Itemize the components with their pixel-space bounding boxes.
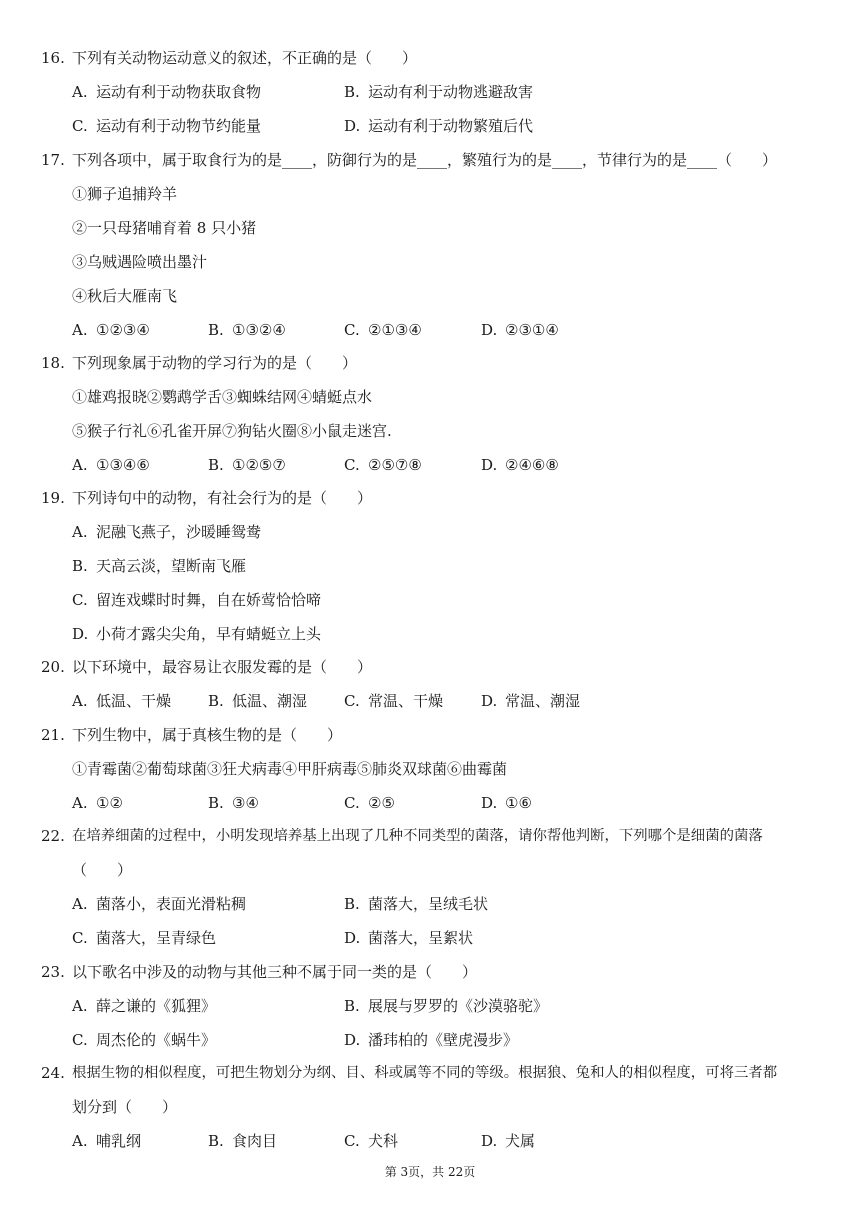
question-text: 下列有关动物运动意义的叙述，不正确的是（ ） (72, 49, 418, 67)
option-a: A. 哺乳纲 (72, 1132, 142, 1150)
option-c: C. 犬科 (344, 1132, 399, 1150)
option-d: D. ②④⑥⑧ (481, 456, 559, 474)
question-number: 22. (41, 827, 65, 845)
page-footer: 第 3页，共 22页 (384, 1165, 476, 1179)
question-item: ①青霉菌②葡萄球菌③狂犬病毒④甲肝病毒⑤肺炎双球菌⑥曲霉菌 (72, 760, 508, 778)
question-text: 以下环境中，最容易让衣服发霉的是（ ） (72, 658, 373, 676)
option-c: C. 菌落大，呈青绿色 (72, 929, 217, 947)
option-b: B. ③④ (208, 794, 259, 812)
option-b: B. 食肉目 (208, 1132, 278, 1150)
option-d: D. 常温、潮湿 (481, 692, 581, 710)
question-text: 下列诗句中的动物，有社会行为的是（ ） (72, 489, 373, 507)
option-b: B. 运动有利于动物逃避敌害 (344, 83, 534, 101)
option-d: D. ②③①④ (481, 321, 559, 339)
option-c: C. ②⑤⑦⑧ (344, 456, 422, 474)
option-c: C. ②⑤ (344, 794, 395, 812)
question-item: ①狮子追捕羚羊 (72, 185, 178, 203)
question-item: ③乌贼遇险喷出墨汁 (72, 253, 208, 271)
question-number: 16. (41, 49, 65, 67)
option-a: A. 低温、干燥 (72, 692, 172, 710)
option-c: C. 周杰伦的《蜗牛》 (72, 1031, 217, 1049)
option-d: D. 菌落大，呈絮状 (344, 929, 474, 947)
option-d: D. 潘玮柏的《壁虎漫步》 (344, 1031, 519, 1049)
question-number: 23. (41, 963, 65, 981)
option-c: C. 留连戏蝶时时舞，自在娇莺恰恰啼 (72, 591, 322, 609)
question-number: 24. (41, 1064, 65, 1082)
option-c: C. 常温、干燥 (344, 692, 444, 710)
option-b: B. ①③②④ (208, 321, 286, 339)
question-text: 根据生物的相似程度，可把生物划分为纲、目、科或属等不同的等级。根据狼、兔和人的相似程度，可将三者都 (72, 1065, 778, 1081)
option-b: B. ①②⑤⑦ (208, 456, 286, 474)
question-number: 21. (41, 726, 65, 744)
option-a: A. 菌落小，表面光滑粘稠 (72, 895, 247, 913)
option-a: A. 泥融飞燕子，沙暖睡鸳鸯 (72, 523, 262, 541)
option-b: B. 低温、潮湿 (208, 692, 308, 710)
option-d: D. 犬属 (481, 1132, 536, 1150)
question-number: 19. (41, 489, 65, 507)
option-b: B. 菌落大，呈绒毛状 (344, 895, 489, 913)
question-text: 在培养细菌的过程中，小明发现培养基上出现了几种不同类型的菌落，请你帮他判断，下列哪个是细菌的菌落 (72, 828, 763, 844)
question-text: 以下歌名中涉及的动物与其他三种不属于同一类的是（ ） (72, 963, 478, 981)
question-number: 17. (41, 151, 65, 169)
question-item: ④秋后大雁南飞 (72, 287, 178, 305)
question-item: ②一只母猪哺育着 8 只小猪 (72, 219, 257, 237)
question-text: 下列现象属于动物的学习行为的是（ ） (72, 354, 358, 372)
question-number: 20. (41, 658, 65, 676)
question-text-continued: 划分到（ ） (72, 1098, 178, 1116)
option-d: D. 运动有利于动物繁殖后代 (344, 117, 534, 135)
question-text: 下列生物中，属于真核生物的是（ ） (72, 726, 343, 744)
question-text: 下列各项中，属于取食行为的是____，防御行为的是____，繁殖行为的是____，节律行为的是____（ ） (72, 151, 778, 169)
question-number: 18. (41, 354, 65, 372)
option-a: A. 薛之谦的《狐狸》 (72, 997, 217, 1015)
option-b: B. 展展与罗罗的《沙漠骆驼》 (344, 997, 549, 1015)
question-item: ①雄鸡报晓②鹦鹉学舌③蜘蛛结网④蜻蜓点水 (72, 388, 373, 406)
option-b: B. 天高云淡，望断南飞雁 (72, 557, 247, 575)
option-c: C. ②①③④ (344, 321, 422, 339)
question-item: ⑤猴子行礼⑥孔雀开屏⑦狗钻火圈⑧小鼠走迷宫. (72, 422, 392, 440)
option-a: A. ①②③④ (72, 321, 150, 339)
option-a: A. 运动有利于动物获取食物 (72, 83, 262, 101)
option-c: C. 运动有利于动物节约能量 (72, 117, 262, 135)
option-a: A. ①③④⑥ (72, 456, 150, 474)
option-a: A. ①② (72, 794, 123, 812)
option-d: D. 小荷才露尖尖角，早有蜻蜓立上头 (72, 625, 322, 643)
option-d: D. ①⑥ (481, 794, 532, 812)
question-text-continued: （ ） (72, 861, 133, 879)
